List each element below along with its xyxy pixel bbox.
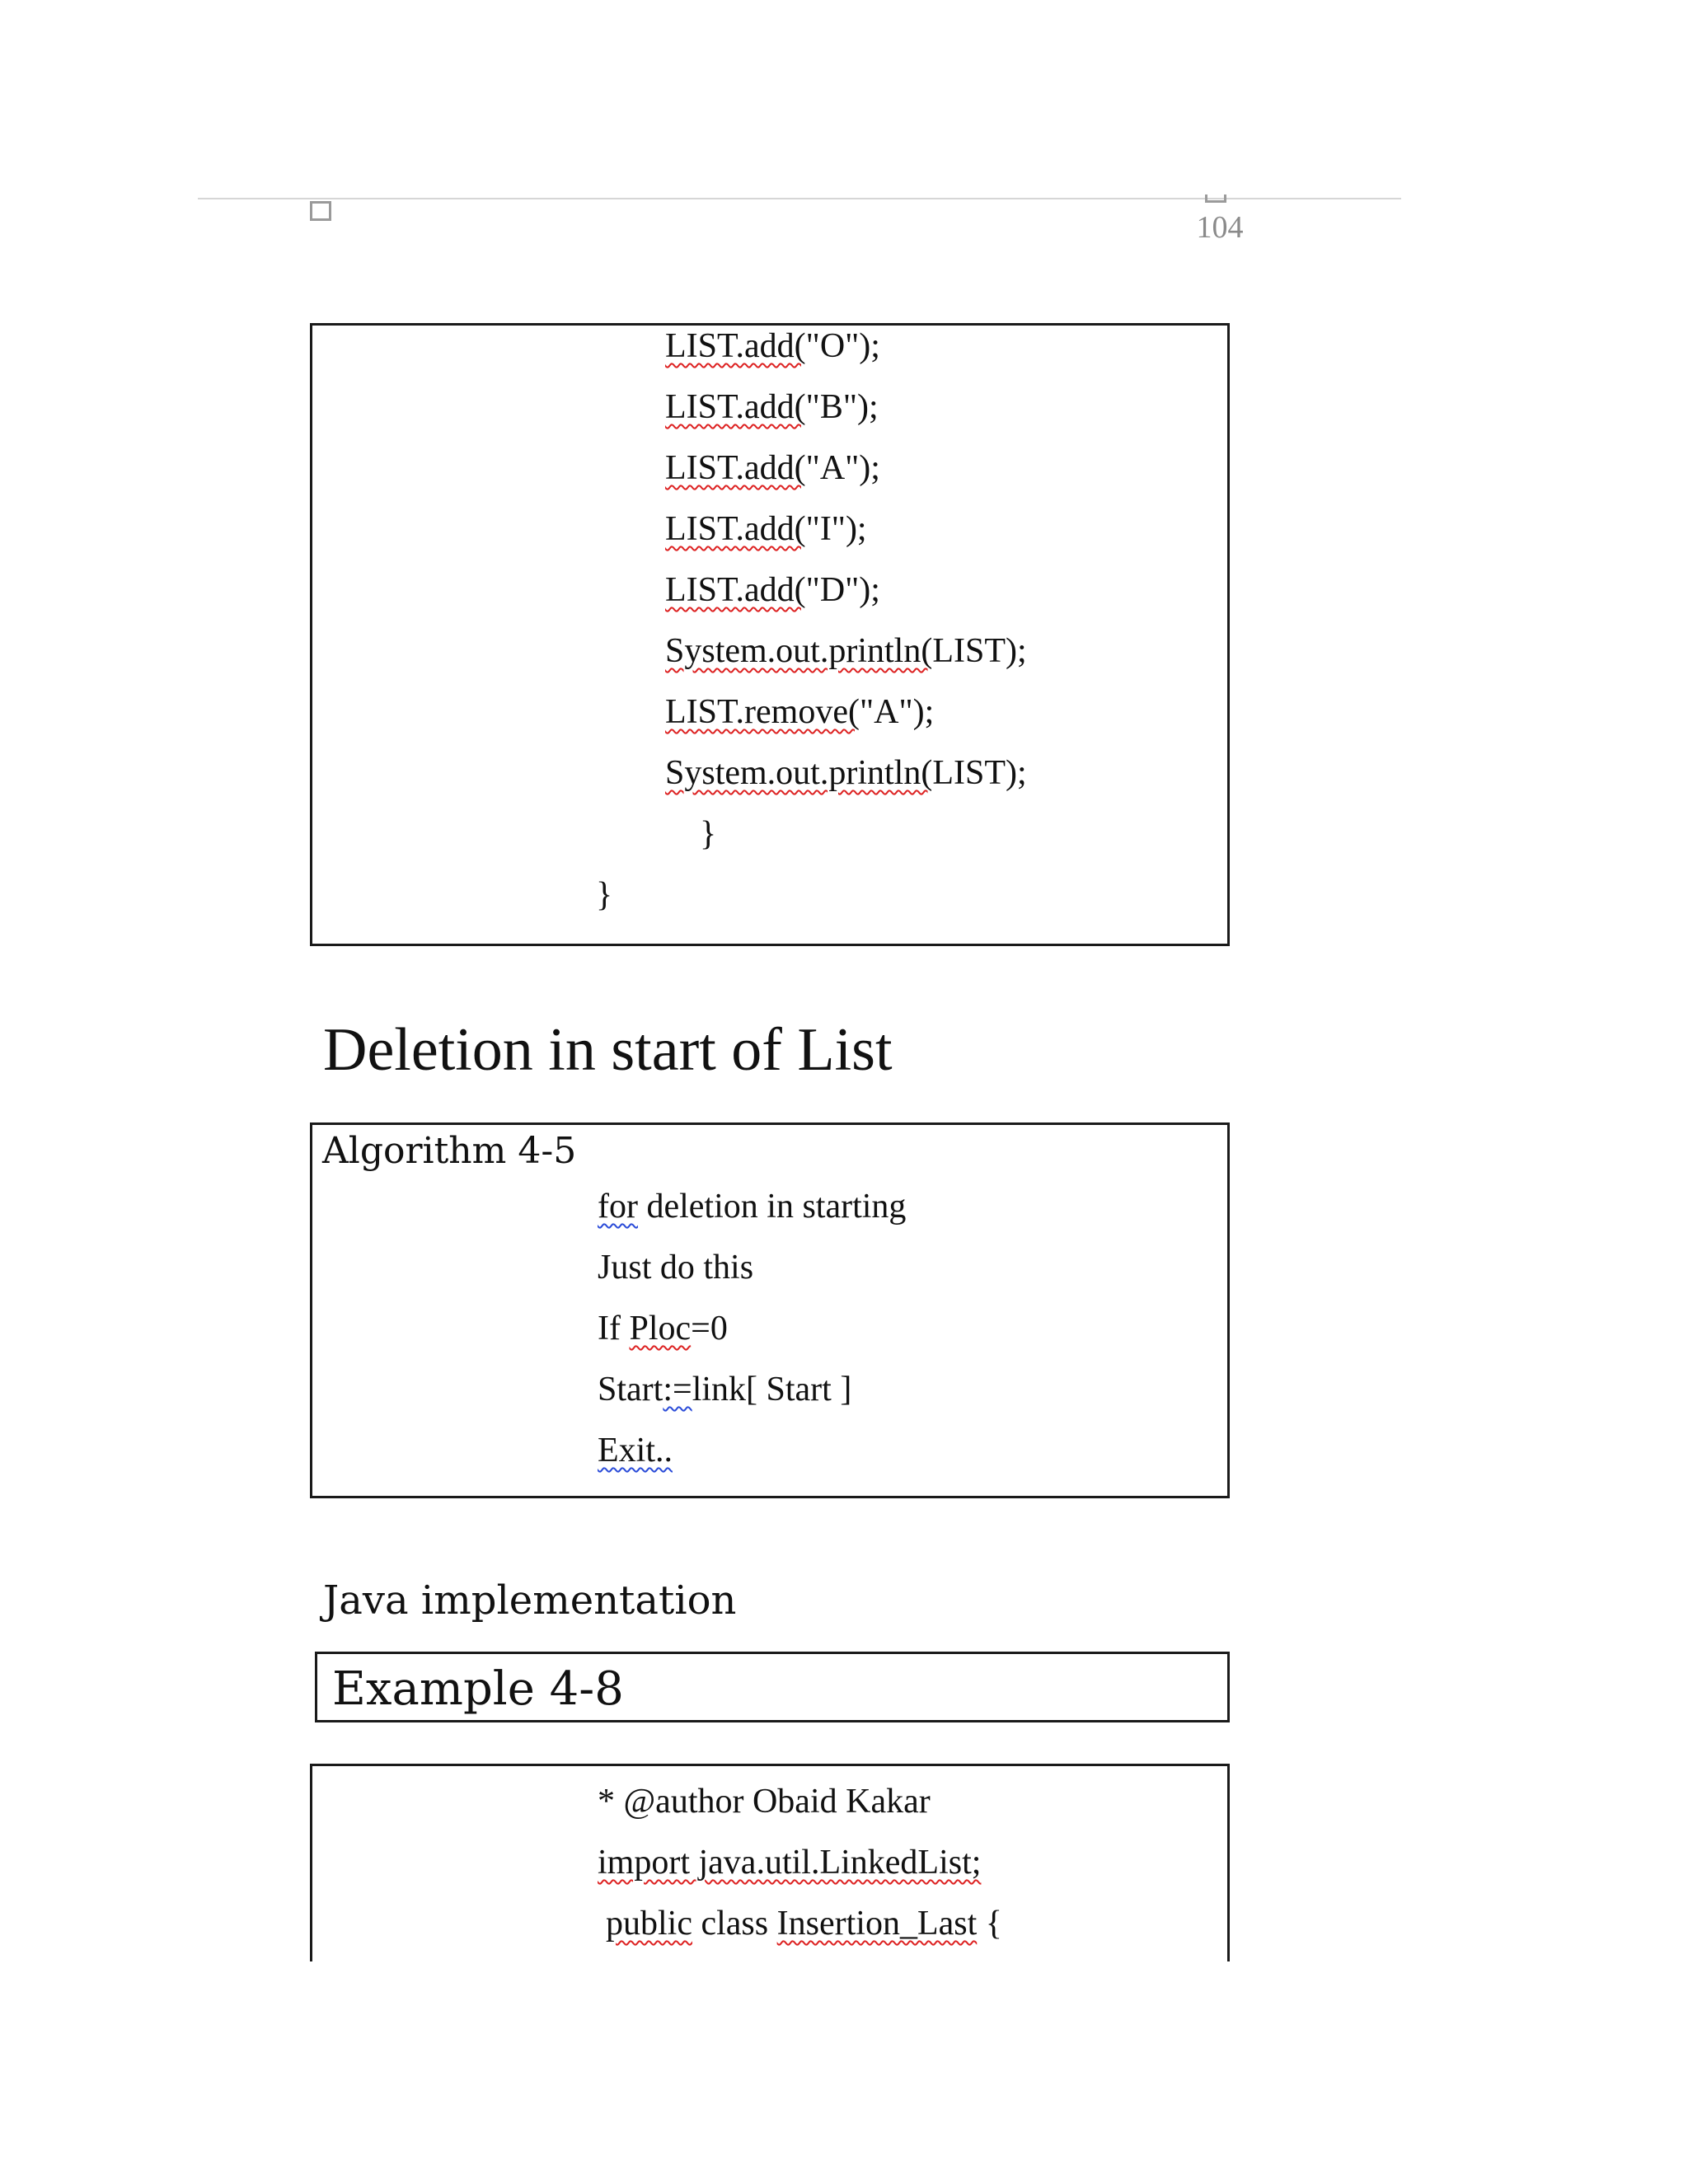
code-line: System.out.println(LIST);: [665, 632, 1027, 670]
text-boundary-corner-icon: [310, 201, 331, 221]
code-box-java-example: [310, 1764, 1230, 1961]
java-implementation-heading: Java implementation: [323, 1577, 737, 1624]
algorithm-label: Algorithm 4-5: [322, 1130, 577, 1172]
page-number: 104: [1196, 210, 1244, 245]
example-box: [315, 1652, 1230, 1722]
code-closing-brace: }: [700, 815, 717, 853]
code-line: * @author Obaid Kakar: [598, 1783, 931, 1821]
algorithm-box: [310, 1122, 1230, 1498]
code-line: LIST.add("A");: [665, 449, 880, 487]
code-line: LIST.add("O");: [665, 327, 880, 365]
section-heading: Deletion in start of List: [323, 1016, 893, 1084]
code-line: LIST.add("D");: [665, 571, 880, 609]
algorithm-line: If Ploc=0: [598, 1310, 728, 1347]
code-closing-brace: }: [596, 876, 613, 914]
code-line: LIST.remove("A");: [665, 693, 935, 731]
code-line: import java.util.LinkedList;: [598, 1844, 982, 1882]
code-box-list-operations: [310, 323, 1230, 946]
code-line: LIST.add("B");: [665, 388, 879, 426]
algorithm-line: Exit..: [598, 1432, 673, 1469]
code-line: System.out.println(LIST);: [665, 754, 1027, 792]
text-boundary-corner-right-icon: [1205, 194, 1226, 203]
code-line: public class Insertion_Last {: [606, 1905, 1002, 1943]
algorithm-line: Just do this: [598, 1249, 754, 1286]
algorithm-line: Start:=link[ Start ]: [598, 1371, 852, 1408]
algorithm-line: for deletion in starting: [598, 1188, 907, 1226]
example-label: Example 4-8: [332, 1662, 624, 1716]
code-line: LIST.add("I");: [665, 510, 867, 548]
